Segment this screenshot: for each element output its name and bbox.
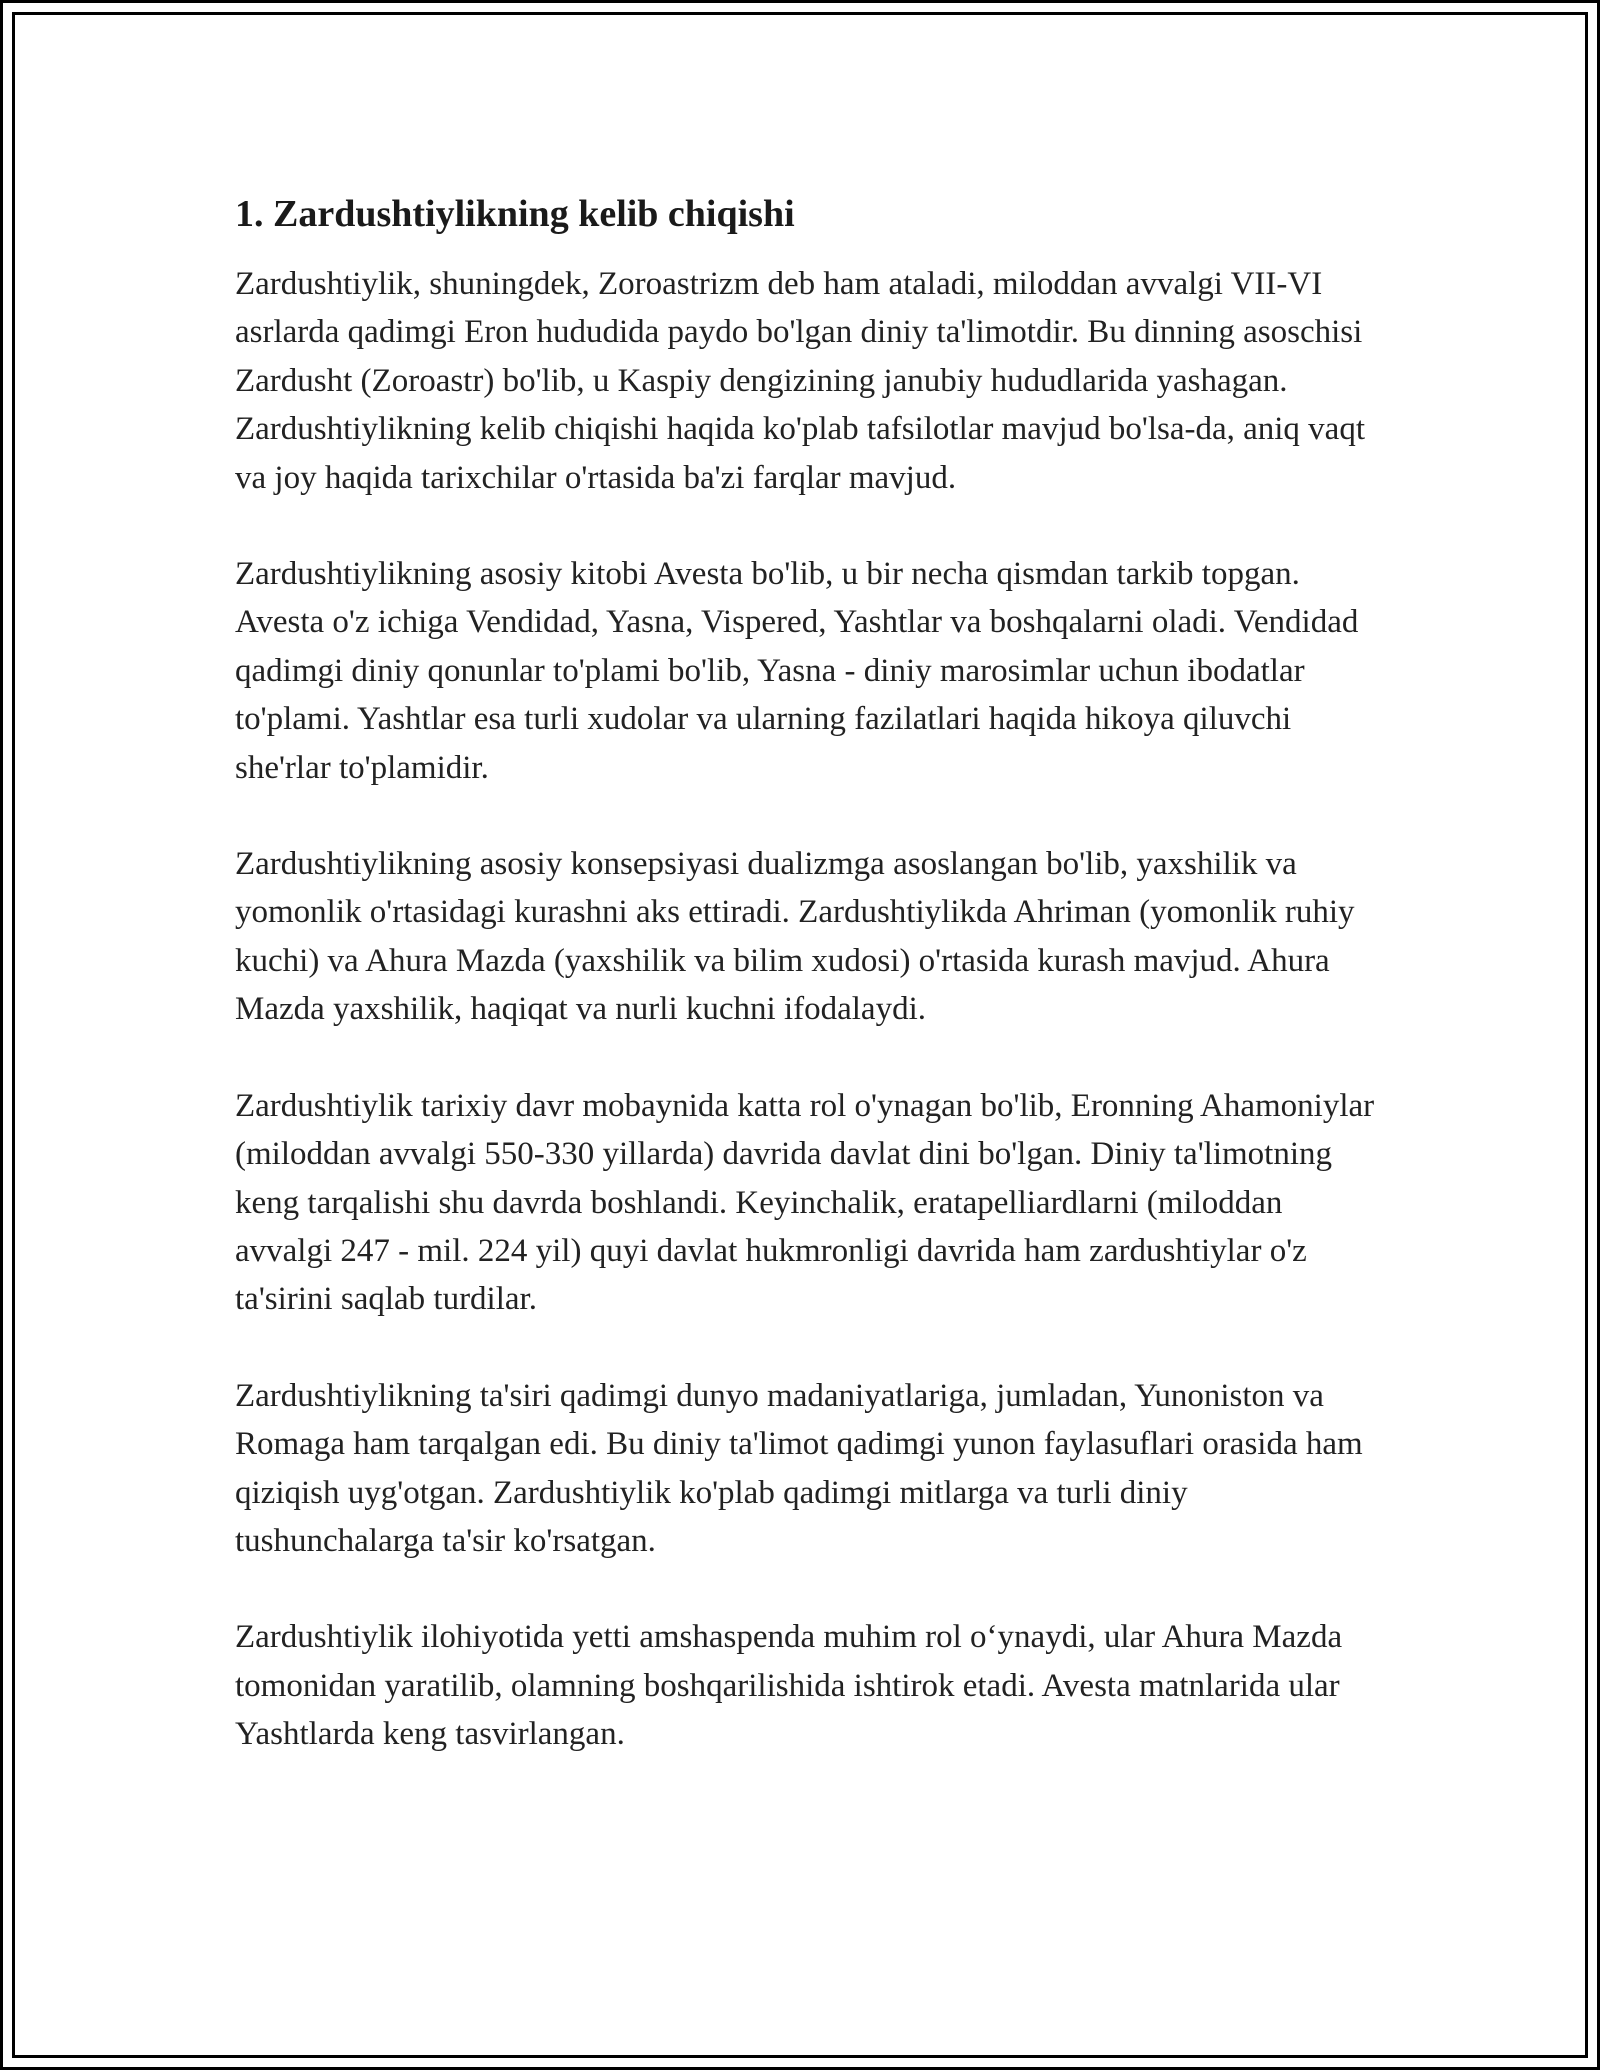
paragraph-influence: Zardushtiylikning ta'siri qadimgi dunyo madaniyatlariga, jumladan, Yunoniston va Romaga ham tarqalgan edi. Bu diniy ta'limot qadimgi yunon faylasuflari orasida ham qiziqish uyg'otgan. Zardushtiylik ko'plab qadimgi mitlarga va turli diniy tushunchalarga ta'sir ko'rsatgan. — [235, 1377, 1363, 1559]
document-body — [235, 190, 1375, 1807]
paragraph-amshaspends: Zardushtiylik ilohiyotida yetti amshaspenda muhim rol o‘ynaydi, ular Ahura Mazda tomonidan yaratilib, olamning boshqarilishida ishtirok etadi. Avesta matnlarida ular Yashtlarda keng tasvirlangan. — [235, 1619, 1343, 1753]
section-heading: 1. Zardushtiylikning kelib chiqishi — [235, 193, 795, 235]
paragraph-history: Zardushtiylik tarixiy davr mobaynida katta rol o'ynagan bo'lib, Eronning Ahamoniylar (miloddan avvalgi 550-330 yillarda) davrida davlat dini bo'lgan. Diniy ta'limotning keng tarqalishi shu davrda boshlandi. Keyinchalik, eratapelliardlarni (miloddan avvalgi 247 - mil. 224 yil) quyi davlat hukmronligi davrida ham zardushtiylar o'z ta'sirini saqlab turdilar. — [235, 1087, 1375, 1318]
paragraph-dualism: Zardushtiylikning asosiy konsepsiyasi dualizmga asoslangan bo'lib, yaxshilik va yomonlik o'rtasidagi kurashni aks ettiradi. Zardushtiylikda Ahriman (yomonlik ruhiy kuchi) va Ahura Mazda (yaxshilik va bilim xudosi) o'rtasida kurash mavjud. Ahura Mazda yaxshilik, haqiqat va nurli kuchni ifodalaydi. — [235, 846, 1355, 1028]
paragraph-origin: Zardushtiylik, shuningdek, Zoroastrizm deb ham ataladi, miloddan avvalgi VII-VI asrlarda qadimgi Eron hududida paydo bo'lgan diniy ta'limotdir. Bu dinning asoschisi Zardusht (Zoroastr) bo'lib, u Kaspiy dengizining janubiy hududlarida yashagan. Zardushtiylikning kelib chiqishi haqida ko'plab tafsilotlar mavjud bo'lsa-da, aniq vaqt va joy haqida tarixchilar o'rtasida ba'zi farqlar mavjud. — [235, 266, 1365, 496]
paragraph-avesta: Zardushtiylikning asosiy kitobi Avesta bo'lib, u bir necha qismdan tarkib topgan. Avesta o'z ichiga Vendidad, Yasna, Vispered, Yashtlar va boshqalarni oladi. Vendidad qadimgi diniy qonunlar to'plami bo'lib, Yasna - diniy marosimlar uchun ibodatlar to'plami. Yashtlar esa turli xudolar va ularning fazilatlari haqida hikoya qiluvchi she'rlar to'plamidir. — [235, 556, 1359, 786]
